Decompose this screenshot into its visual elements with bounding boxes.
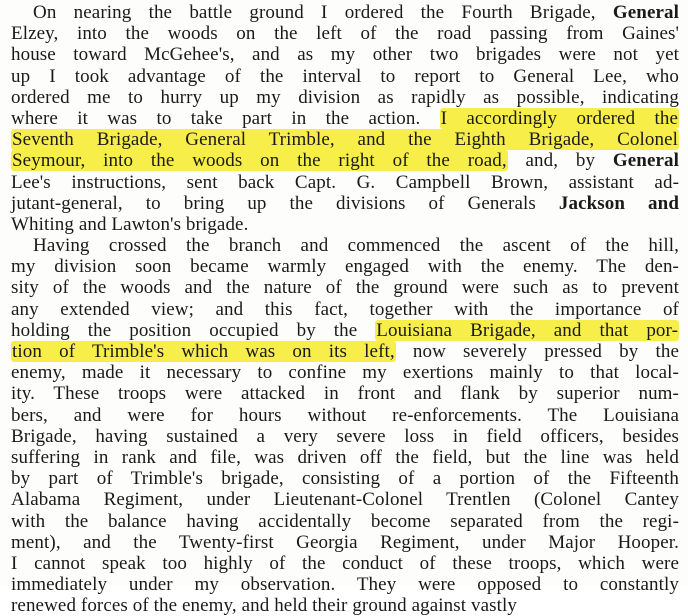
text-line: [11, 277, 679, 298]
bold-text: Jackson and: [558, 192, 679, 214]
text-run: sity of the woods and the nature of the ground were such as to prevent: [11, 277, 679, 299]
text-run: enemy, made it necessary to confine my exertions mainly to that local-: [11, 362, 679, 384]
text-line: [11, 383, 679, 404]
bold-text: General: [612, 150, 679, 172]
text-line: [11, 172, 679, 193]
text-run: my division soon became warmly engaged with the enemy. The den-: [11, 256, 679, 278]
paragraph: [11, 235, 679, 616]
text-run: Alabama Regiment, under Lieutenant-Colonel Trentlen (Colonel Cantey: [11, 489, 679, 511]
text-line: [11, 44, 679, 65]
text-line: [11, 299, 679, 320]
text-run: Lee's instructions, sent back Capt. G. Campbell Brown, assistant ad-: [11, 171, 679, 193]
text-line: [11, 532, 679, 553]
text-line: [11, 87, 679, 108]
text-run: by part of Trimble's brigade, consisting of a portion of the Fifteenth: [11, 468, 679, 490]
text-run: ment), and the Twenty-first Georgia Regiment, under Major Hooper.: [11, 531, 679, 553]
text-run: immediately under my observation. They were opposed to constantly: [11, 574, 679, 596]
text-run: where it was to take part in the action.: [11, 107, 440, 129]
text-line: [11, 214, 679, 235]
text-line: [11, 320, 679, 341]
highlighted-text: Seventh Brigade, General Trimble, and the Eighth Brigade, Colonel: [12, 129, 678, 151]
text-run: house toward McGehee's, and as my other two brigades were not yet: [11, 44, 679, 66]
text-line: [11, 447, 679, 468]
text-run: ordered me to hurry up my division as rapidly as possible, indicating: [11, 86, 679, 108]
text-run: I cannot speak too highly of the conduct of these troops, which were: [11, 552, 679, 574]
text-line: [11, 2, 679, 23]
text-run: Having crossed the branch and commenced the ascent of the hill,: [33, 235, 679, 257]
text-line: [11, 426, 679, 447]
text-run: with the balance having accidentally become separated from the regi-: [11, 510, 679, 532]
text-line: [11, 553, 679, 574]
text-line: [11, 235, 679, 256]
text-line: [11, 405, 679, 426]
text-run: renewed forces of the enemy, and held their ground against vastly: [11, 595, 517, 616]
text-run: Brigade, having sustained a very severe loss in field officers, besides: [11, 425, 679, 447]
paragraph: [11, 2, 679, 235]
text-line: [11, 150, 679, 171]
text-line: [11, 341, 679, 362]
text-line: [11, 256, 679, 277]
text-line: [11, 108, 679, 129]
text-run: jutant-general, to bring up the divisions of Generals: [11, 192, 559, 214]
text-line: [11, 362, 679, 383]
text-line: [11, 23, 679, 44]
text-run: bers, and were for hours without re-enforcements. The Louisiana: [11, 404, 679, 426]
highlighted-text: tion of Trimble's which was on its left,: [12, 341, 395, 362]
text-line: [11, 595, 679, 616]
text-run: up I took advantage of the interval to report to General Lee, who: [11, 65, 679, 87]
bold-text: General: [612, 2, 679, 23]
highlighted-text: Seymour, into the woods on the right of the road,: [12, 150, 507, 172]
text-run: On nearing the battle ground I ordered the Fourth Brigade,: [33, 2, 613, 23]
text-line: [11, 574, 679, 595]
text-run: and, by: [507, 150, 613, 172]
text-run: suffering in rank and file, was driven off the field, but the line was held: [11, 446, 679, 468]
text-run: ity. These troops were attacked in front and flank by superior num-: [11, 383, 679, 405]
text-line: [11, 66, 679, 87]
text-line: [11, 489, 679, 510]
text-run: now severely pressed by the: [395, 341, 679, 362]
text-line: [11, 193, 679, 214]
text-run: Whiting and Lawton's brigade.: [11, 213, 249, 235]
text-run: any extended view; and this fact, together with the importance of: [11, 298, 679, 320]
text-line: [11, 511, 679, 532]
highlighted-text: Louisiana Brigade, and that por-: [376, 319, 678, 341]
text-line: [11, 468, 679, 489]
text-run: holding the position occupied by the: [11, 319, 376, 341]
document-text: [11, 2, 679, 616]
text-run: Elzey, into the woods on the left of the road passing from Gaines': [11, 23, 679, 45]
highlighted-text: I accordingly ordered the: [440, 107, 678, 129]
text-line: [11, 129, 679, 150]
